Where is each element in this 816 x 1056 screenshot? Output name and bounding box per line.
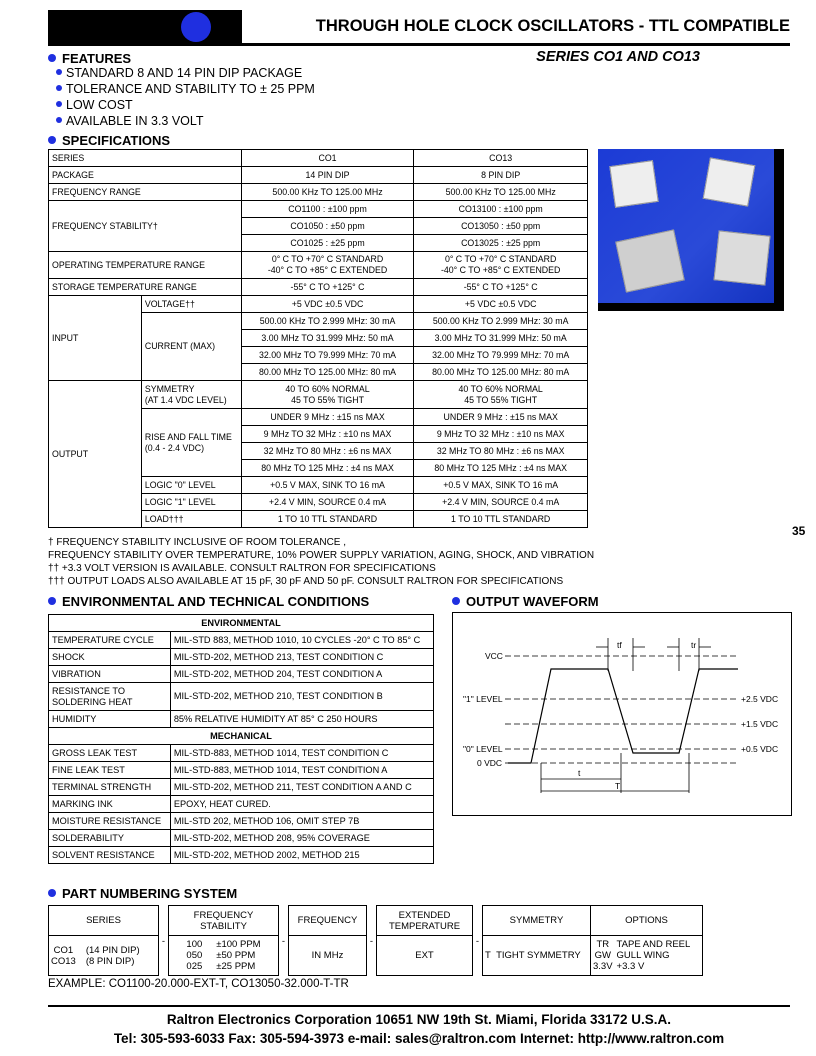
spec-value-co1: 0° C TO +70° C STANDARD -40° C TO +85° C EXTENDED bbox=[241, 252, 414, 279]
mech-value: MIL-STD-883, METHOD 1014, TEST CONDITION A bbox=[170, 762, 433, 779]
zero-label: 0 VDC bbox=[477, 758, 503, 768]
spec-value-co1: +5 VDC ±0.5 VDC bbox=[241, 296, 414, 313]
table-row bbox=[49, 167, 588, 184]
header-blue-dot bbox=[181, 12, 211, 42]
spec-label: OPERATING TEMPERATURE RANGE bbox=[49, 252, 242, 279]
spec-label: SERIES bbox=[49, 150, 242, 167]
spec-value-co13: 500.00 KHz TO 125.00 MHz bbox=[414, 184, 588, 201]
oscillator-chip-image bbox=[615, 229, 685, 292]
spec-label: FREQUENCY STABILITY† bbox=[49, 201, 242, 252]
pn-dash: - bbox=[161, 935, 166, 947]
part-numbering-table bbox=[48, 905, 703, 976]
pn-series-cell: CO1 CO13 (14 PIN DIP) (8 PIN DIP) bbox=[49, 936, 159, 976]
spec-value-co1: +2.4 V MIN, SOURCE 0.4 mA bbox=[241, 494, 414, 511]
page-title: THROUGH HOLE CLOCK OSCILLATORS - TTL COMPATIBLE bbox=[315, 17, 790, 35]
spec-value-co1: 80 MHz TO 125 MHz : ±4 ns MAX bbox=[241, 460, 414, 477]
spec-value-co1: 14 PIN DIP bbox=[241, 167, 414, 184]
table-row bbox=[49, 745, 434, 762]
spec-value-co1: -55° C TO +125° C bbox=[241, 279, 414, 296]
v15-label: +1.5 VDC bbox=[741, 719, 779, 729]
spec-sublabel: CURRENT (MAX) bbox=[141, 313, 241, 381]
bullet-icon bbox=[48, 889, 56, 897]
tf-label: tf bbox=[617, 640, 622, 650]
mech-value: MIL-STD-202, METHOD 2002, METHOD 215 bbox=[170, 847, 433, 864]
spec-value-co1: 40 TO 60% NORMAL 45 TO 55% TIGHT bbox=[241, 381, 414, 409]
spec-value-co1: 500.00 KHz TO 125.00 MHz bbox=[241, 184, 414, 201]
pn-header-options: OPTIONS bbox=[591, 906, 703, 936]
mech-label: GROSS LEAK TEST bbox=[49, 745, 171, 762]
footer-contact: Tel: 305-593-6033 Fax: 305-594-3973 e-mail: sales@raltron.com Internet: http://www.raltron.com bbox=[113, 1031, 725, 1046]
env-value: MIL-STD-202, METHOD 213, TEST CONDITION C bbox=[170, 649, 433, 666]
table-row bbox=[49, 184, 588, 201]
mech-label: TERMINAL STRENGTH bbox=[49, 779, 171, 796]
oscillator-chip-image bbox=[609, 160, 658, 208]
spec-label: FREQUENCY RANGE bbox=[49, 184, 242, 201]
pn-spacer bbox=[279, 906, 289, 936]
spec-value-co13: 9 MHz TO 32 MHz : ±10 ns MAX bbox=[414, 426, 588, 443]
env-section-header: ENVIRONMENTAL bbox=[49, 615, 434, 632]
spec-value-co13: +2.4 V MIN, SOURCE 0.4 mA bbox=[414, 494, 588, 511]
env-label: SHOCK bbox=[49, 649, 171, 666]
mech-value: MIL-STD-883, METHOD 1014, TEST CONDITION C bbox=[170, 745, 433, 762]
bullet-icon bbox=[48, 54, 56, 62]
pn-header-frequency: FREQUENCY bbox=[289, 906, 367, 936]
mech-value: MIL-STD-202, METHOD 211, TEST CONDITION A AND C bbox=[170, 779, 433, 796]
spec-sublabel: SYMMETRY (AT 1.4 VDC LEVEL) bbox=[141, 381, 241, 409]
spec-value-co13: CO13100 : ±100 ppm bbox=[414, 201, 588, 218]
spec-label: PACKAGE bbox=[49, 167, 242, 184]
table-row bbox=[49, 936, 703, 976]
spec-value-co13: 500.00 KHz TO 2.999 MHz: 30 mA bbox=[414, 313, 588, 330]
footer-rule bbox=[48, 1005, 790, 1007]
page-number: 35 bbox=[792, 524, 806, 538]
footer-address: Raltron Electronics Corporation 10651 NW 19th St. Miami, Florida 33172 U.S.A. bbox=[166, 1012, 672, 1027]
footnote: †† +3.3 VOLT VERSION IS AVAILABLE. CONSULT RALTRON FOR SPECIFICATIONS bbox=[48, 563, 436, 574]
table-row bbox=[49, 150, 588, 167]
spec-value-co13: 40 TO 60% NORMAL 45 TO 55% TIGHT bbox=[414, 381, 588, 409]
bullet-icon bbox=[452, 597, 460, 605]
level0-label: "0" LEVEL bbox=[463, 744, 503, 754]
footnote: ††† OUTPUT LOADS ALSO AVAILABLE AT 15 pF, 30 pF AND 50 pF. CONSULT RALTRON FOR SPECIFICATIONS bbox=[48, 576, 564, 587]
bullet-icon bbox=[56, 101, 62, 107]
spec-group-label: INPUT bbox=[49, 296, 142, 381]
pn-symmetry-cell: T TIGHT SYMMETRY bbox=[483, 936, 591, 976]
env-value: MIL-STD 883, METHOD 1010, 10 CYCLES -20° C TO 85° C bbox=[170, 632, 433, 649]
spec-sublabel: LOGIC "1" LEVEL bbox=[141, 494, 241, 511]
table-row bbox=[49, 813, 434, 830]
spec-value-co1: 3.00 MHz TO 31.999 MHz: 50 mA bbox=[241, 330, 414, 347]
footnote: FREQUENCY STABILITY OVER TEMPERATURE, 10% POWER SUPPLY VARIATION, AGING, SHOCK, AND VIBRATION bbox=[48, 550, 595, 561]
v05-label: +0.5 VDC bbox=[741, 744, 779, 754]
part-number-example: EXAMPLE: CO1100-20.000-EXT-T, CO13050-32.000-T-TR bbox=[48, 978, 349, 990]
spec-value-co13: 1 TO 10 TTL STANDARD bbox=[414, 511, 588, 528]
spec-value-co1: CO1 bbox=[241, 150, 414, 167]
spec-value-co13: 8 PIN DIP bbox=[414, 167, 588, 184]
mech-value: MIL-STD 202, METHOD 106, OMIT STEP 7B bbox=[170, 813, 433, 830]
bullet-icon bbox=[48, 597, 56, 605]
spec-value-co1: 32.00 MHz TO 79.999 MHz: 70 mA bbox=[241, 347, 414, 364]
spec-value-co1: CO1025 : ±25 ppm bbox=[241, 235, 414, 252]
table-header-row bbox=[49, 906, 703, 936]
environmental-heading: ENVIRONMENTAL AND TECHNICAL CONDITIONS bbox=[48, 594, 369, 609]
spec-value-co1: +0.5 V MAX, SINK TO 16 mA bbox=[241, 477, 414, 494]
table-row bbox=[49, 632, 434, 649]
table-row bbox=[49, 796, 434, 813]
mech-label: SOLDERABILITY bbox=[49, 830, 171, 847]
mech-label: MARKING INK bbox=[49, 796, 171, 813]
oscillator-chip-image bbox=[703, 157, 756, 206]
mech-value: EPOXY, HEAT CURED. bbox=[170, 796, 433, 813]
vcc-label: VCC bbox=[485, 651, 503, 661]
spec-value-co13: 32.00 MHz TO 79.999 MHz: 70 mA bbox=[414, 347, 588, 364]
pn-stability-cell: 100 050 025 ±100 PPM ±50 PPM ±25 PPM bbox=[169, 936, 279, 976]
pn-header-symmetry: SYMMETRY bbox=[483, 906, 591, 936]
pn-ext-cell: EXT bbox=[377, 936, 473, 976]
pn-spacer bbox=[367, 906, 377, 936]
bullet-icon bbox=[48, 136, 56, 144]
spec-sublabel: LOGIC "0" LEVEL bbox=[141, 477, 241, 494]
spec-value-co13: CO13 bbox=[414, 150, 588, 167]
table-row bbox=[49, 711, 434, 728]
part-numbering-heading: PART NUMBERING SYSTEM bbox=[48, 886, 237, 901]
table-row bbox=[49, 201, 588, 218]
tr-label: tr bbox=[691, 640, 697, 650]
waveform-diagram bbox=[452, 612, 792, 816]
spec-value-co1: CO1050 : ±50 ppm bbox=[241, 218, 414, 235]
mech-label: MOISTURE RESISTANCE bbox=[49, 813, 171, 830]
feature-item: AVAILABLE IN 3.3 VOLT bbox=[56, 114, 204, 128]
table-row bbox=[49, 847, 434, 864]
spec-value-co13: 32 MHz TO 80 MHz : ±6 ns MAX bbox=[414, 443, 588, 460]
spec-value-co13: 80 MHz TO 125 MHz : ±4 ns MAX bbox=[414, 460, 588, 477]
spec-value-co13: CO13050 : ±50 ppm bbox=[414, 218, 588, 235]
oscillator-chip-image bbox=[714, 230, 771, 285]
environmental-table bbox=[48, 614, 434, 864]
spec-value-co1: 1 TO 10 TTL STANDARD bbox=[241, 511, 414, 528]
product-photo bbox=[598, 149, 784, 311]
pn-options-cell: TR GW 3.3V TAPE AND REEL GULL WING +3.3 V bbox=[591, 936, 703, 976]
pn-header-stability: FREQUENCY STABILITY bbox=[169, 906, 279, 936]
pn-spacer bbox=[159, 906, 169, 936]
footnote: † FREQUENCY STABILITY INCLUSIVE OF ROOM TOLERANCE , bbox=[48, 537, 347, 548]
table-row bbox=[49, 381, 588, 409]
specifications-heading: SPECIFICATIONS bbox=[48, 133, 170, 148]
spec-value-co1: 500.00 KHz TO 2.999 MHz: 30 mA bbox=[241, 313, 414, 330]
spec-label: STORAGE TEMPERATURE RANGE bbox=[49, 279, 242, 296]
table-row bbox=[49, 779, 434, 796]
spec-value-co13: CO13025 : ±25 ppm bbox=[414, 235, 588, 252]
features-heading: FEATURES bbox=[48, 51, 131, 66]
table-row bbox=[49, 296, 588, 313]
feature-item: LOW COST bbox=[56, 98, 133, 112]
table-row bbox=[49, 762, 434, 779]
v25-label: +2.5 VDC bbox=[741, 694, 779, 704]
spec-sublabel: LOAD††† bbox=[141, 511, 241, 528]
bullet-icon bbox=[56, 117, 62, 123]
env-label: HUMIDITY bbox=[49, 711, 171, 728]
spec-value-co13: +5 VDC ±0.5 VDC bbox=[414, 296, 588, 313]
mech-label: SOLVENT RESISTANCE bbox=[49, 847, 171, 864]
spec-value-co13: 80.00 MHz TO 125.00 MHz: 80 mA bbox=[414, 364, 588, 381]
table-row bbox=[49, 279, 588, 296]
env-label: VIBRATION bbox=[49, 666, 171, 683]
spec-sublabel: RISE AND FALL TIME (0.4 - 2.4 VDC) bbox=[141, 409, 241, 477]
spec-value-co13: UNDER 9 MHz : ±15 ns MAX bbox=[414, 409, 588, 426]
mech-section-header: MECHANICAL bbox=[49, 728, 434, 745]
spec-group-label: OUTPUT bbox=[49, 381, 142, 528]
T-label: T bbox=[615, 781, 621, 791]
feature-item: TOLERANCE AND STABILITY TO ± 25 PPM bbox=[56, 82, 315, 96]
waveform-heading: OUTPUT WAVEFORM bbox=[452, 594, 599, 609]
waveform-svg bbox=[453, 613, 791, 815]
pn-header-series: SERIES bbox=[49, 906, 159, 936]
bullet-icon bbox=[56, 85, 62, 91]
table-row bbox=[49, 666, 434, 683]
spec-value-co1: CO1100 : ±100 ppm bbox=[241, 201, 414, 218]
table-row bbox=[49, 649, 434, 666]
photo-background bbox=[598, 149, 774, 303]
table-header-row bbox=[49, 728, 434, 745]
pn-dash: - bbox=[281, 935, 286, 947]
level1-label: "1" LEVEL bbox=[463, 694, 503, 704]
pn-dash: - bbox=[369, 935, 374, 947]
spec-value-co1: 80.00 MHz TO 125.00 MHz: 80 mA bbox=[241, 364, 414, 381]
env-label: TEMPERATURE CYCLE bbox=[49, 632, 171, 649]
spec-value-co13: 3.00 MHz TO 31.999 MHz: 50 mA bbox=[414, 330, 588, 347]
spec-value-co1: 9 MHz TO 32 MHz : ±10 ns MAX bbox=[241, 426, 414, 443]
specifications-table bbox=[48, 149, 588, 528]
table-row bbox=[49, 683, 434, 711]
table-header-row bbox=[49, 615, 434, 632]
spec-value-co1: UNDER 9 MHz : ±15 ns MAX bbox=[241, 409, 414, 426]
spec-value-co13: -55° C TO +125° C bbox=[414, 279, 588, 296]
series-title: SERIES CO1 AND CO13 bbox=[536, 49, 700, 65]
pn-header-ext-temp: EXTENDED TEMPERATURE bbox=[377, 906, 473, 936]
mech-value: MIL-STD-202, METHOD 208, 95% COVERAGE bbox=[170, 830, 433, 847]
env-label: RESISTANCE TO SOLDERING HEAT bbox=[49, 683, 171, 711]
spec-value-co13: +0.5 V MAX, SINK TO 16 mA bbox=[414, 477, 588, 494]
table-row bbox=[49, 252, 588, 279]
mech-label: FINE LEAK TEST bbox=[49, 762, 171, 779]
pn-spacer bbox=[473, 906, 483, 936]
pn-dash: - bbox=[475, 935, 480, 947]
env-value: MIL-STD-202, METHOD 204, TEST CONDITION A bbox=[170, 666, 433, 683]
header-black-bar bbox=[48, 10, 242, 44]
feature-item: STANDARD 8 AND 14 PIN DIP PACKAGE bbox=[56, 66, 302, 80]
t-label: t bbox=[578, 768, 581, 778]
spec-value-co1: 32 MHz TO 80 MHz : ±6 ns MAX bbox=[241, 443, 414, 460]
env-value: 85% RELATIVE HUMIDITY AT 85° C 250 HOURS bbox=[170, 711, 433, 728]
spec-value-co13: 0° C TO +70° C STANDARD -40° C TO +85° C EXTENDED bbox=[414, 252, 588, 279]
header-rule bbox=[48, 43, 790, 46]
spec-sublabel: VOLTAGE†† bbox=[141, 296, 241, 313]
bullet-icon bbox=[56, 69, 62, 75]
env-value: MIL-STD-202, METHOD 210, TEST CONDITION B bbox=[170, 683, 433, 711]
pn-frequency-cell: IN MHz bbox=[289, 936, 367, 976]
table-row bbox=[49, 830, 434, 847]
